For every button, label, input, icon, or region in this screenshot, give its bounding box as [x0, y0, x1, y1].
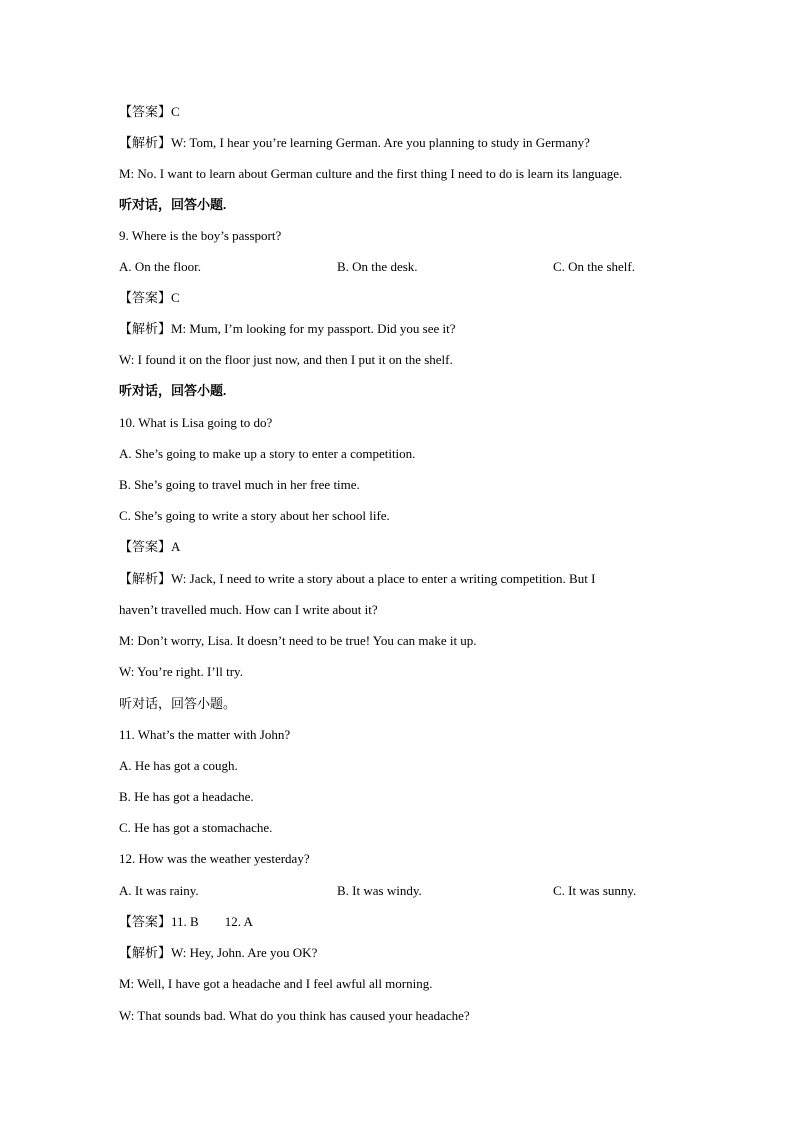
analysis-line: 【解析】W: Hey, John. Are you OK?: [119, 945, 318, 960]
dialogue-line: M: Well, I have got a headache and I feel awful all morning.: [119, 976, 433, 991]
section-instruction: 听对话，回答小题.: [119, 197, 227, 212]
q10-option-c: C. She’s going to write a story about her school life.: [119, 508, 390, 523]
dialogue-line: W: I found it on the floor just now, and then I put it on the shelf.: [119, 352, 453, 367]
dialogue-line: M: No. I want to learn about German culture and the first thing I need to do is learn its language.: [119, 166, 623, 181]
section-instruction: 听对话，回答小题.: [119, 383, 227, 398]
q9-option-b: B. On the desk.: [337, 259, 418, 274]
answer-label-q8: 【答案】C: [119, 104, 180, 119]
answer-label-q9: 【答案】C: [119, 290, 180, 305]
dialogue-line: W: That sounds bad. What do you think has caused your headache?: [119, 1008, 470, 1023]
question-12: 12. How was the weather yesterday?: [119, 851, 310, 866]
dialogue-line: M: Don’t worry, Lisa. It doesn’t need to be true! You can make it up.: [119, 633, 477, 648]
q12-option-a: A. It was rainy.: [119, 883, 199, 898]
question-9: 9. Where is the boy’s passport?: [119, 228, 282, 243]
q11-option-b: B. He has got a headache.: [119, 789, 254, 804]
q12-option-c: C. It was sunny.: [553, 883, 637, 898]
q12-option-b: B. It was windy.: [337, 883, 422, 898]
q10-option-b: B. She’s going to travel much in her free time.: [119, 477, 360, 492]
answer-label-q11-12: 【答案】11. B 12. A: [119, 914, 253, 929]
section-instruction: 听对话，回答小题。: [119, 696, 237, 711]
question-11: 11. What’s the matter with John?: [119, 727, 291, 742]
q11-option-c: C. He has got a stomachache.: [119, 820, 273, 835]
question-10: 10. What is Lisa going to do?: [119, 415, 273, 430]
q9-option-c: C. On the shelf.: [553, 259, 635, 274]
q11-option-a: A. He has got a cough.: [119, 758, 238, 773]
dialogue-line: haven’t travelled much. How can I write about it?: [119, 602, 378, 617]
analysis-line: 【解析】W: Tom, I hear you’re learning German. Are you planning to study in Germany?: [119, 135, 590, 150]
q9-option-a: A. On the floor.: [119, 259, 201, 274]
dialogue-line: W: You’re right. I’ll try.: [119, 664, 243, 679]
analysis-line: 【解析】M: Mum, I’m looking for my passport. Did you see it?: [119, 321, 456, 336]
q10-option-a: A. She’s going to make up a story to enter a competition.: [119, 446, 416, 461]
answer-label-q10: 【答案】A: [119, 539, 181, 554]
analysis-line: 【解析】W: Jack, I need to write a story about a place to enter a writing competition. But I: [119, 571, 596, 586]
